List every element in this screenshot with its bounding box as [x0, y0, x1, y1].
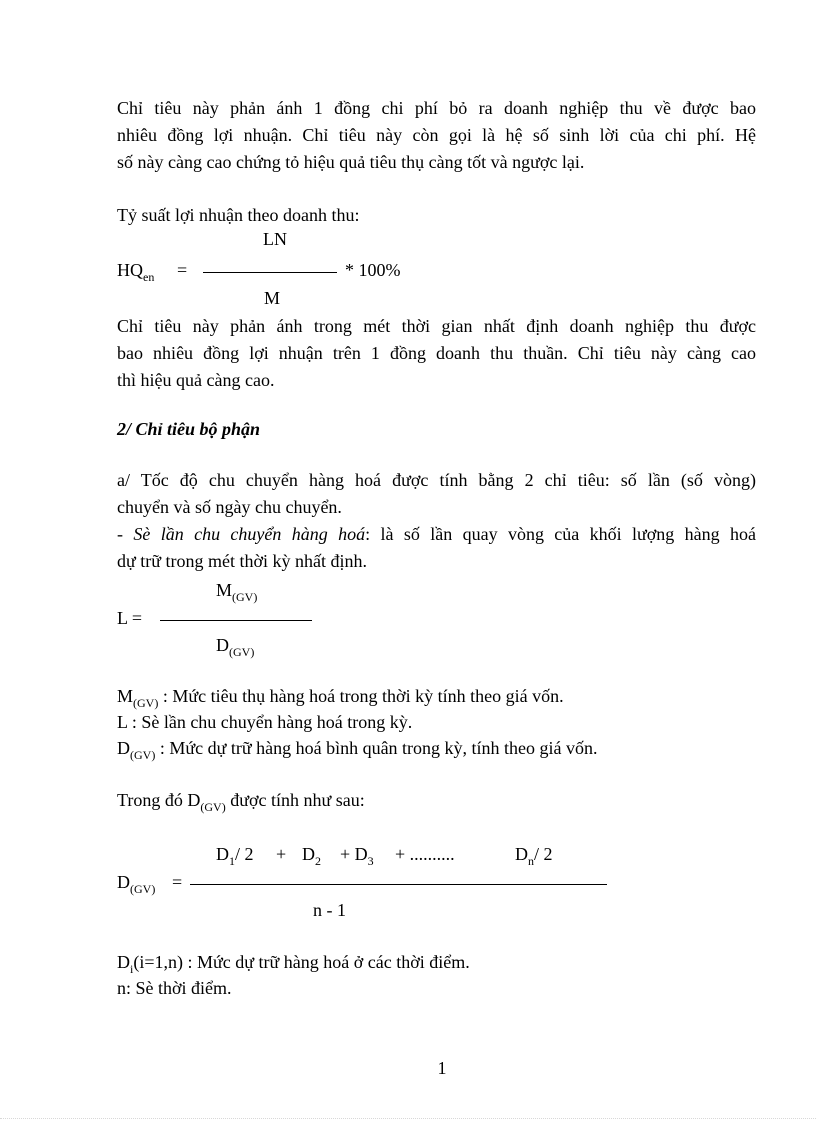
d2-sub: 2 — [315, 854, 321, 868]
definition-l: L : Sè lần chu chuyển hàng hoá trong kỳ. — [117, 712, 413, 732]
page-number: 1 — [437, 1058, 447, 1078]
paragraph-turnover-speed — [117, 467, 756, 521]
formula-d-lhs — [117, 872, 156, 896]
formula-d-equals: = — [172, 872, 183, 892]
text-line: a/ Tốc độ chu chuyển hàng hoá được tính bằng 2 chỉ tiêu: số lần (số vòng) — [117, 470, 756, 490]
formula-d-term1 — [216, 844, 254, 868]
text-line: chuyển và số ngày chu chuyển. — [117, 497, 342, 517]
formula-hq-equals: = — [177, 260, 188, 280]
formula-d-term3 — [340, 844, 374, 868]
formula-hq-multiplier: * 100% — [345, 260, 401, 280]
formula-hq-denominator: M — [264, 288, 281, 308]
d3-main: + D — [340, 844, 368, 864]
formula-hq-lhs-main: HQ — [117, 260, 143, 280]
fraction-bar — [203, 272, 337, 273]
paragraph-turnover-count — [117, 521, 756, 575]
di-text: (i=1,n) : Mức dự trữ hàng hoá ở các thời điểm. — [133, 952, 470, 972]
d1-div: / 2 — [235, 844, 254, 864]
page-bottom-border — [0, 1118, 816, 1119]
text-line: Chỉ tiêu này phản ánh 1 đồng chi phí bỏ ra doanh nghiệp thu về được bao — [117, 98, 756, 118]
def-m-text: : Mức tiêu thụ hàng hoá trong thời kỳ tính theo giá vốn. — [158, 686, 564, 706]
text-line — [117, 521, 756, 548]
formula-d-dots: + .......... — [395, 844, 455, 864]
d1-sub: 1 — [229, 854, 235, 868]
formula-d-term2 — [302, 844, 321, 868]
formula-hq-lhs-sub: en — [143, 270, 155, 284]
di-main: D — [117, 952, 130, 972]
italic-term: Sè lần chu chuyển hàng hoá — [133, 524, 366, 544]
definition-m — [117, 686, 564, 710]
formula-l-num-sub: (GV) — [232, 590, 258, 604]
text-line: Chỉ tiêu này phản ánh trong mét thời gian nhất định doanh nghiệp thu được — [117, 316, 756, 336]
formula-d-lhs-sub: (GV) — [130, 882, 156, 896]
fraction-bar — [190, 884, 607, 885]
def-d-sub: (GV) — [130, 748, 156, 762]
trong-do-after: được tính như sau: — [225, 790, 365, 810]
formula-l-lhs: L = — [117, 608, 142, 628]
d3-sub: 3 — [367, 854, 374, 868]
text-line: thì hiệu quả càng cao. — [117, 370, 275, 390]
dn-div: / 2 — [534, 844, 553, 864]
formula-l-numerator — [216, 580, 258, 604]
formula-l-num-main: M — [216, 580, 233, 600]
def-m-sub: (GV) — [133, 696, 159, 710]
di-sub: i — [130, 962, 134, 976]
def-m-main: M — [117, 686, 134, 706]
trong-do-line — [117, 790, 365, 814]
formula-l-denominator — [216, 635, 255, 659]
section-heading: 2/ Chỉ tiêu bộ phận — [117, 419, 261, 439]
paragraph-profit-margin — [117, 313, 756, 394]
formula-hq-lhs — [117, 260, 155, 284]
bullet-prefix: - — [117, 524, 134, 544]
text-line: nhiêu đồng lợi nhuận. Chỉ tiêu này còn gọi là hệ số sinh lời của chi phí. Hệ — [117, 125, 756, 145]
formula-d-plus1: + — [276, 844, 287, 864]
text-line: dự trữ trong mét thời kỳ nhất định. — [117, 551, 368, 571]
definition-n: n: Sè thời điểm. — [117, 978, 232, 998]
d2-main: D — [302, 844, 315, 864]
fraction-bar — [160, 620, 312, 621]
definition-di — [117, 952, 470, 976]
formula-l-den-main: D — [216, 635, 229, 655]
formula-hq-numerator: LN — [263, 229, 287, 249]
text-line: bao nhiêu đồng lợi nhuận trên 1 đồng doanh thu thuần. Chỉ tiêu này càng cao — [117, 343, 756, 363]
dn-sub: n — [528, 854, 534, 868]
def-d-text: : Mức dự trữ hàng hoá bình quân trong kỳ, tính theo giá vốn. — [155, 738, 598, 758]
formula-l-den-sub: (GV) — [229, 645, 255, 659]
trong-do-before: Trong đó D — [117, 790, 201, 810]
label-ty-suat: Tỷ suất lợi nhuận theo doanh thu: — [117, 205, 360, 225]
paragraph-cost-efficiency — [117, 95, 756, 176]
formula-d-termn — [515, 844, 553, 868]
line-rest: : là số lần quay vòng của khối lượng hàng hoá — [365, 524, 756, 544]
definition-d — [117, 738, 598, 762]
def-d-main: D — [117, 738, 130, 758]
text-line: số này càng cao chứng tỏ hiệu quả tiêu thụ càng tốt và ngược lại. — [117, 152, 585, 172]
formula-d-lhs-main: D — [117, 872, 130, 892]
dn-main: D — [515, 844, 528, 864]
formula-d-denominator: n - 1 — [313, 900, 346, 920]
trong-do-sub: (GV) — [200, 800, 226, 814]
d1-main: D — [216, 844, 229, 864]
